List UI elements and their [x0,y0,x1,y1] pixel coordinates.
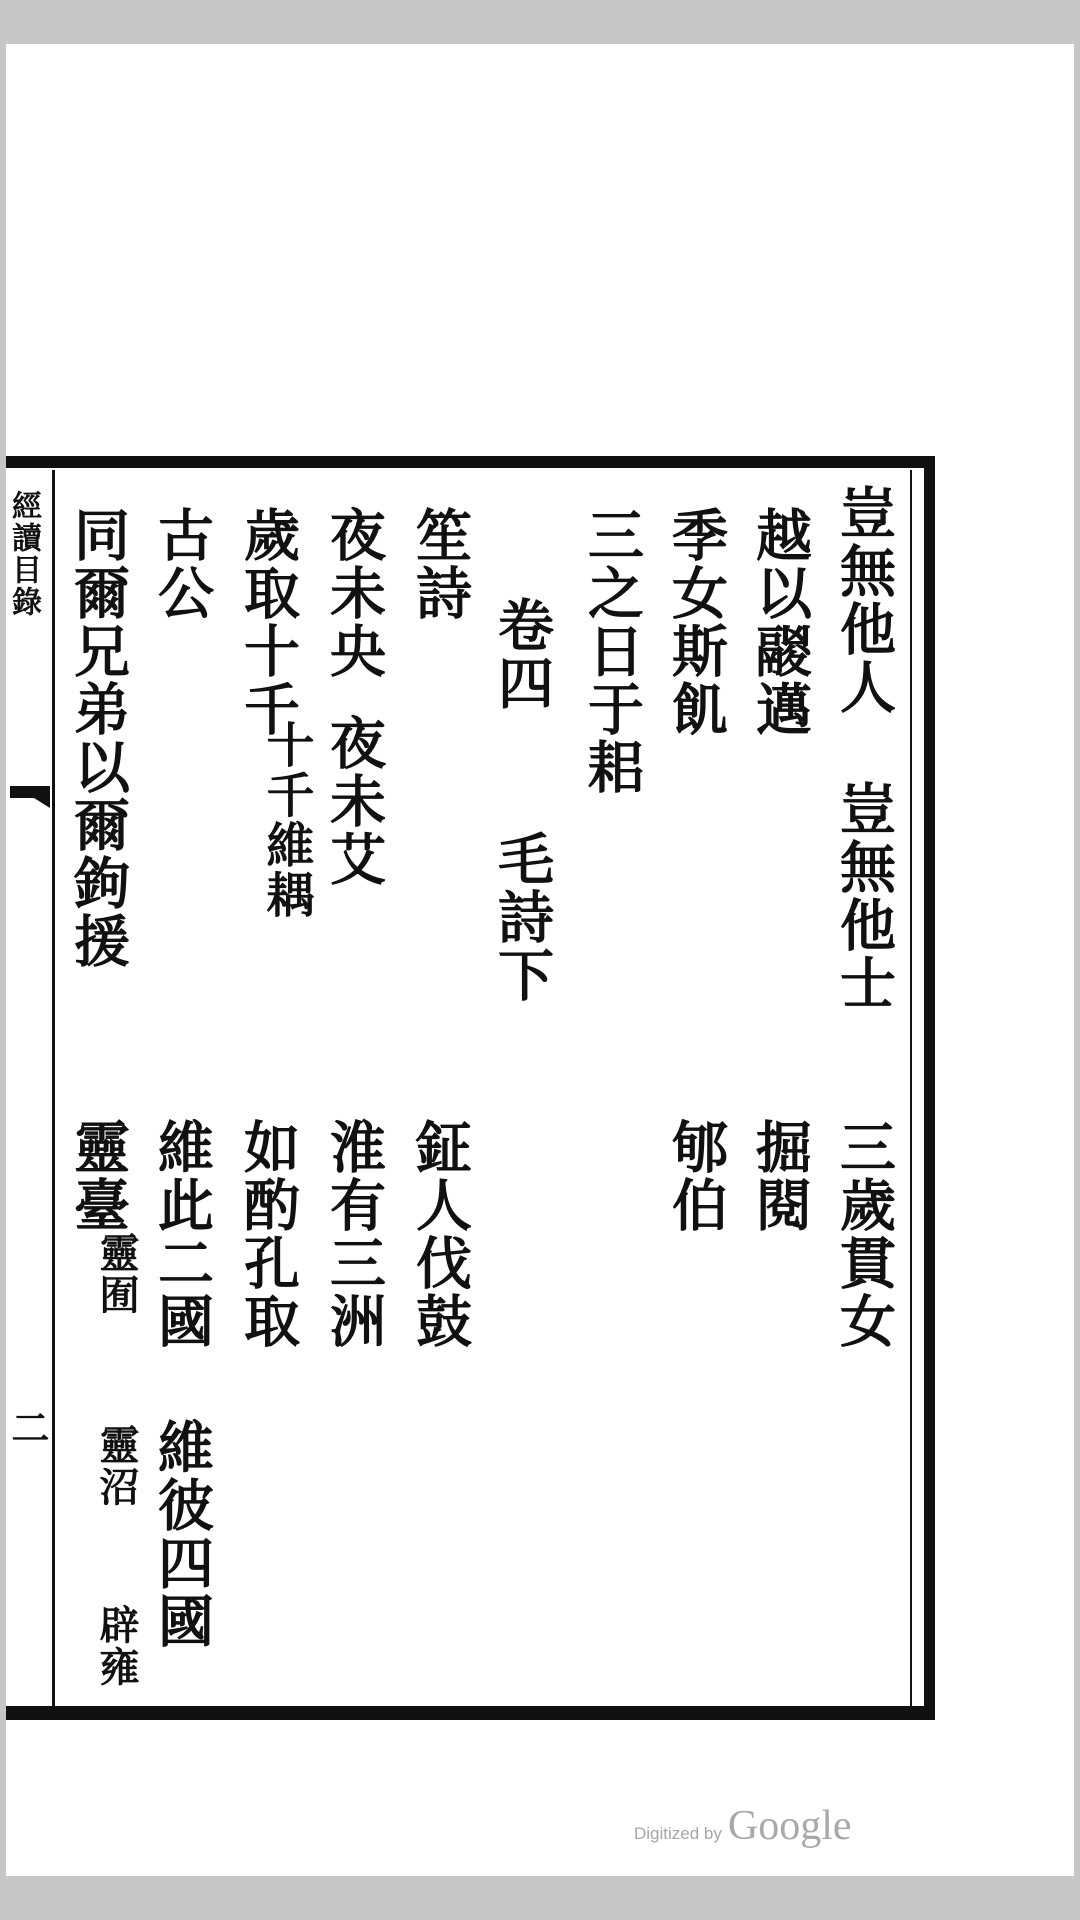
text-column: 維此二國 [149,1118,215,1350]
text-column: 辟雍 [93,1604,140,1688]
text-column: 淮有三洲 [321,1118,387,1350]
fish-tail-mark-icon [10,786,50,808]
text-column: 越以鬷邁 [747,506,813,738]
text-column: 三歲貫女 [831,1118,897,1350]
text-column: 維彼四國 [149,1418,215,1650]
leaf-number: 二 [5,1408,50,1448]
text-column: 靈囿 [93,1232,140,1316]
text-column: 郇伯 [663,1118,729,1234]
text-column: 十千維耦 [258,720,314,920]
frame-right-border [924,456,935,1720]
text-column: 豈無他士 [831,780,897,1012]
text-column: 三之日于耜 [579,506,645,796]
text-column: 如酌孔取 [235,1118,301,1350]
text-column: 夜未央 [321,506,387,680]
frame-top-border [6,456,934,468]
text-column: 靈沼 [93,1424,140,1508]
text-column: 古公 [149,506,215,622]
volume-heading: 卷四 [489,596,555,712]
frame-bottom-border [6,1706,934,1720]
text-column: 歲取十千 [235,506,301,738]
text-column: 鉦人伐鼓 [407,1118,473,1350]
margin-title: 經讀目錄 [6,490,41,618]
watermark-prefix: Digitized by [634,1824,722,1843]
frame-left-rule [52,470,55,1706]
watermark-brand: Google [727,1803,852,1849]
text-column: 夜未艾 [321,714,387,888]
text-column: 同爾兄弟以爾鉤援 [65,506,131,970]
text-column: 笙詩 [407,506,473,622]
text-column: 豈無他人 [831,484,897,716]
frame-right-inner-rule [910,470,912,1706]
text-column: 掘閱 [747,1118,813,1234]
text-column: 靈臺 [65,1118,131,1234]
text-column: 季女斯飢 [663,506,729,738]
section-heading: 毛詩下 [489,830,555,1004]
digitized-watermark [634,1802,852,1850]
